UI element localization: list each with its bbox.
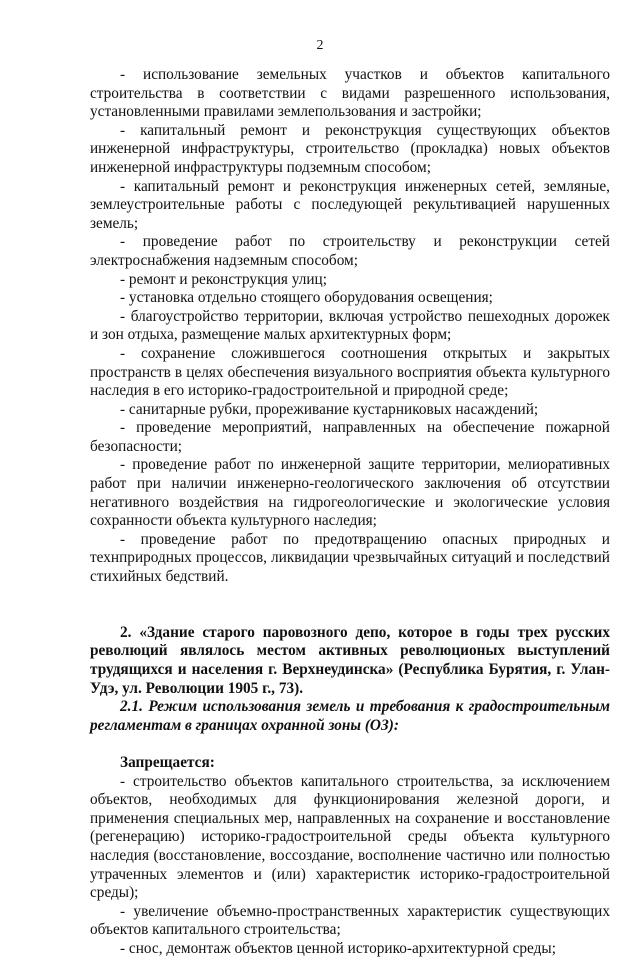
list-item: - использование земельных участков и объектов капитального строительства в соответствии с видами разрешенного использования, установленными правилами землепользования и застройки; <box>90 66 610 121</box>
permitted-list <box>90 66 610 587</box>
list-item: - снос, демонтаж объектов ценной историко-архитектурной среды; <box>120 939 556 957</box>
list-item: - капитальный ремонт и реконструкция инженерных сетей, земляные, землеустроительные работы с последующей рекультивацией нарушенных земель; <box>90 177 610 232</box>
document-body <box>90 66 610 959</box>
list-item: - увеличение объемно-пространственных характеристик существующих объектов капитального строительства; <box>90 902 610 939</box>
list-item: - проведение работ по строительству и реконструкции сетей электроснабжения надземным способом; <box>90 233 610 269</box>
list-item: - капитальный ремонт и реконструкция существующих объектов инженерной инфраструктуры, строительство (прокладка) новых объектов инженерной инфраструктуры подземным способом; <box>90 121 610 176</box>
banned-list <box>90 773 610 959</box>
section-heading-title: 2. «Здание старого паровозного депо, которое в годы трех русских революций являлось местом активных революционых выступлений трудящихся и населения г. Верхнеудинска» <box>90 623 610 678</box>
list-item: - проведение работ по инженерной защите территории, мелиоративных работ при наличии инженерно-геологического заключения об отсутствии негативного воздействия на гидрогеологические и экологические условия сохранности объекта культурного наследия; <box>90 456 610 530</box>
list-item: - проведение мероприятий, направленных на обеспечение пожарной безопасности; <box>90 419 610 455</box>
list-item: - установка отдельно стоящего оборудования освещения; <box>120 289 493 307</box>
subsection-heading: 2.1. Режим использования земель и требования к градостроительным регламентам в границах охранной зоны (ОЗ): <box>90 698 610 734</box>
list-item: - строительство объектов капитального строительства, за исключением объектов, необходимых для функционирования железной дороги, и применения специальных мер, направленных на сохранение и восстановление (регенерацию) историко-градостроительной среды объекта культурного наследия (восстановление, воссоздание, восполнение частично или полностью утраченных элементов и (или) характеристик историко-градостроительной среды); <box>90 772 610 902</box>
list-item: - проведение работ по предотвращению опасных природных и технприродных процессов, ликвидации чрезвычайных ситуаций и последствий стихийных бедствий. <box>90 530 610 586</box>
banned-label: Запрещается: <box>120 753 215 771</box>
section-heading <box>90 624 610 698</box>
list-item: - санитарные рубки, прореживание кустарниковых насаждений; <box>120 400 539 418</box>
list-item: - сохранение сложившегося соотношения открытых и закрытых пространств в целях обеспечения визуального восприятия объекта культурного наследия в его историко-градостроительной и природной среде; <box>90 344 610 400</box>
section-heading-address: (Республика Бурятия, г. Улан-Удэ, ул. Революции 1905 г., 73). <box>90 661 610 697</box>
list-item: - ремонт и реконструкция улиц; <box>120 270 327 288</box>
list-item: - благоустройство территории, включая устройство пешеходных дорожек и зон отдыха, размещение малых архитектурных форм; <box>90 307 610 344</box>
page-number: 2 <box>316 38 324 53</box>
